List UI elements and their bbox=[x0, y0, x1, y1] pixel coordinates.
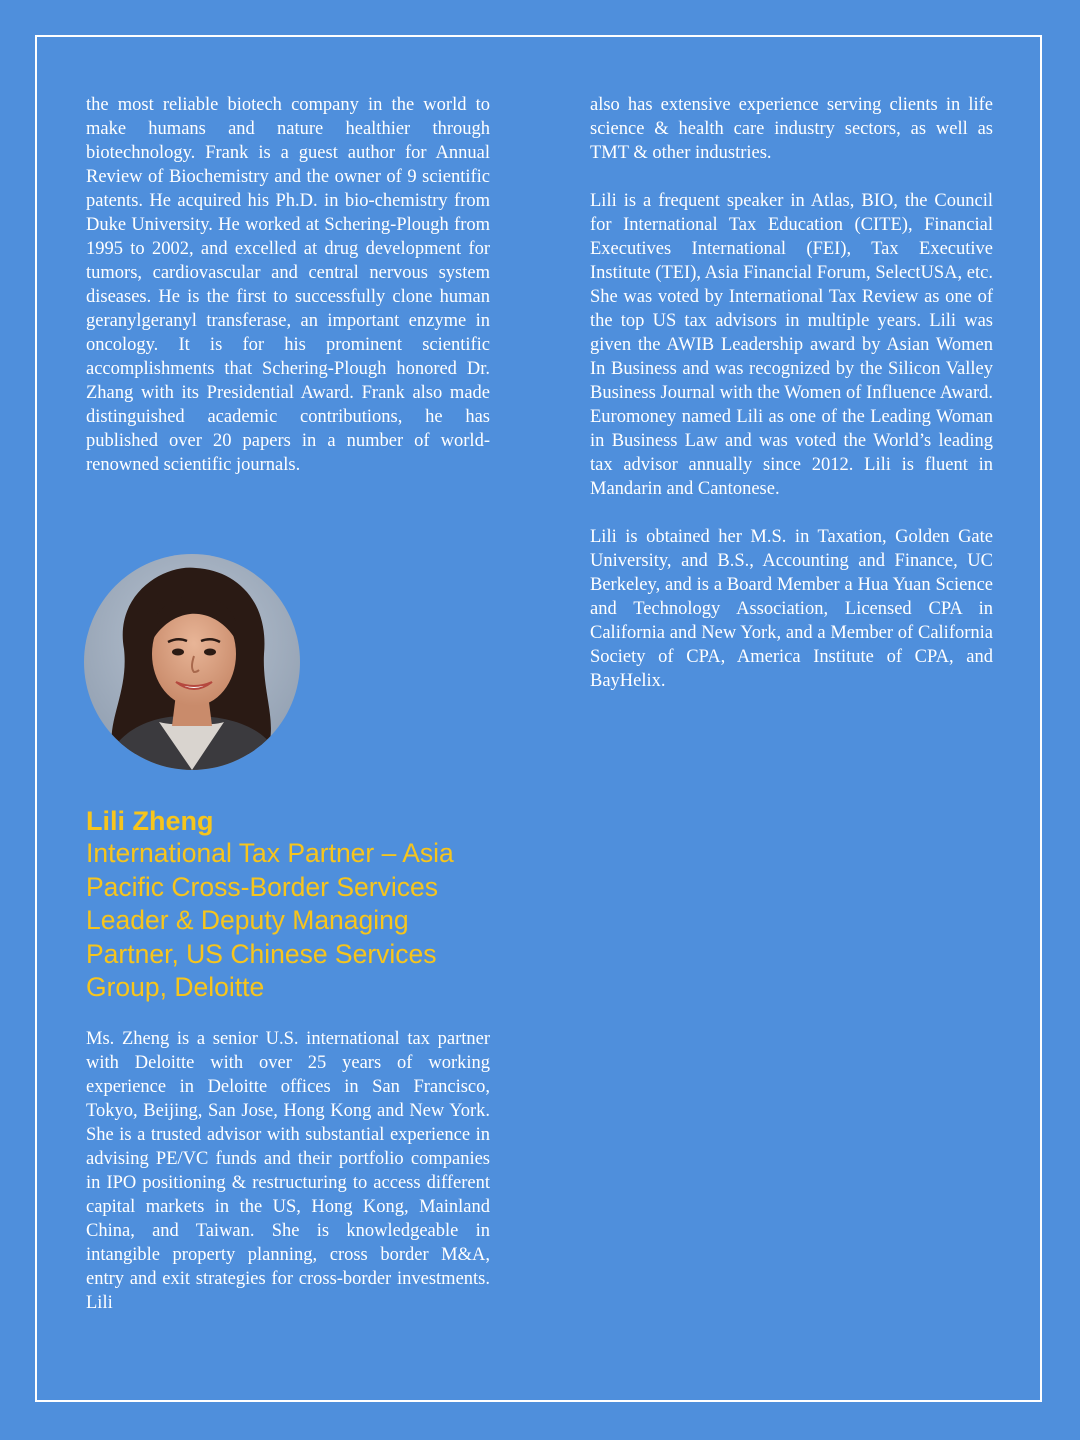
profile-title-line: Pacific Cross-Border Services bbox=[86, 871, 438, 902]
intro-paragraph: the most reliable biotech company in the world to make humans and nature healthier through biotechnology. Frank is a guest author for Annual Review of Biochemistry and the owner of 9 scientific patents. He acquired his Ph.D. in bio-chemistry from Duke University. He worked at Schering-Plough from 1995 to 2002, and excelled at drug development for tumors, cardiovascular and central nervous system diseases. He is the first to successfully clone human geranylgeranyl transferase, an important enzyme in oncology. It is for his prominent scientific accomplishments that Schering-Plough honored Dr. Zhang with its Presidential Award. Frank also made distinguished academic contributions, he has published over 20 papers in a number of world-renowned scientific journals. bbox=[86, 95, 490, 475]
portrait-photo bbox=[84, 554, 300, 770]
profile-name: Lili Zheng bbox=[86, 806, 214, 836]
left-column-intro bbox=[86, 93, 490, 477]
profile-title bbox=[86, 837, 506, 1005]
bio-paragraph: Ms. Zheng is a senior U.S. international tax partner with Deloitte with over 25 years of working experience in Deloitte offices in San Francisco, Tokyo, Beijing, San Jose, Hong Kong and New York. She is a trusted advisor with substantial experience in advising PE/VC funds and their portfolio companies in IPO positioning & restructuring to access different capital markets in the US, Hong Kong, Mainland China, and Taiwan. She is knowledgeable in intangible property planning, cross border M&A, entry and exit strategies for cross-border investments. Lili bbox=[86, 1029, 490, 1313]
profile-title-line: International Tax Partner – Asia bbox=[86, 838, 454, 868]
right-paragraph: also has extensive experience serving clients in life science & health care industry sectors, as well as TMT & other industries. bbox=[590, 95, 993, 163]
profile-title-line: Group, Deloitte bbox=[86, 972, 265, 1003]
profile-title-line: Leader & Deputy Managing bbox=[86, 905, 409, 936]
right-column bbox=[590, 93, 993, 693]
person-portrait-icon bbox=[84, 554, 300, 770]
left-column-bio bbox=[86, 1027, 490, 1315]
profile-title-line: Partner, US Chinese Services bbox=[86, 938, 437, 969]
right-paragraph: Lili is obtained her M.S. in Taxation, Golden Gate University, and B.S., Accounting and Finance, UC Berkeley, and is a Board Member a Hua Yuan Science and Technology Association, Licensed CPA in California and New York, and a Member of California Society of CPA, America Institute of CPA, and BayHelix. bbox=[590, 527, 993, 691]
right-paragraph: Lili is a frequent speaker in Atlas, BIO, the Council for International Tax Education (CITE), Financial Executives International (FEI), Tax Executive Institute (TEI), Asia Financial Forum, SelectUSA, etc. She was voted by International Tax Review as one of the top US tax advisors in multiple years. Lili was given the AWIB Leadership award by Asian Women In Business and was recognized by the Silicon Valley Business Journal with the Women of Influence Award. Euromoney named Lili as one of the Leading Woman in Business Law and was voted the World’s leading tax advisor annually since 2012. Lili is fluent in Mandarin and Cantonese. bbox=[590, 191, 993, 499]
